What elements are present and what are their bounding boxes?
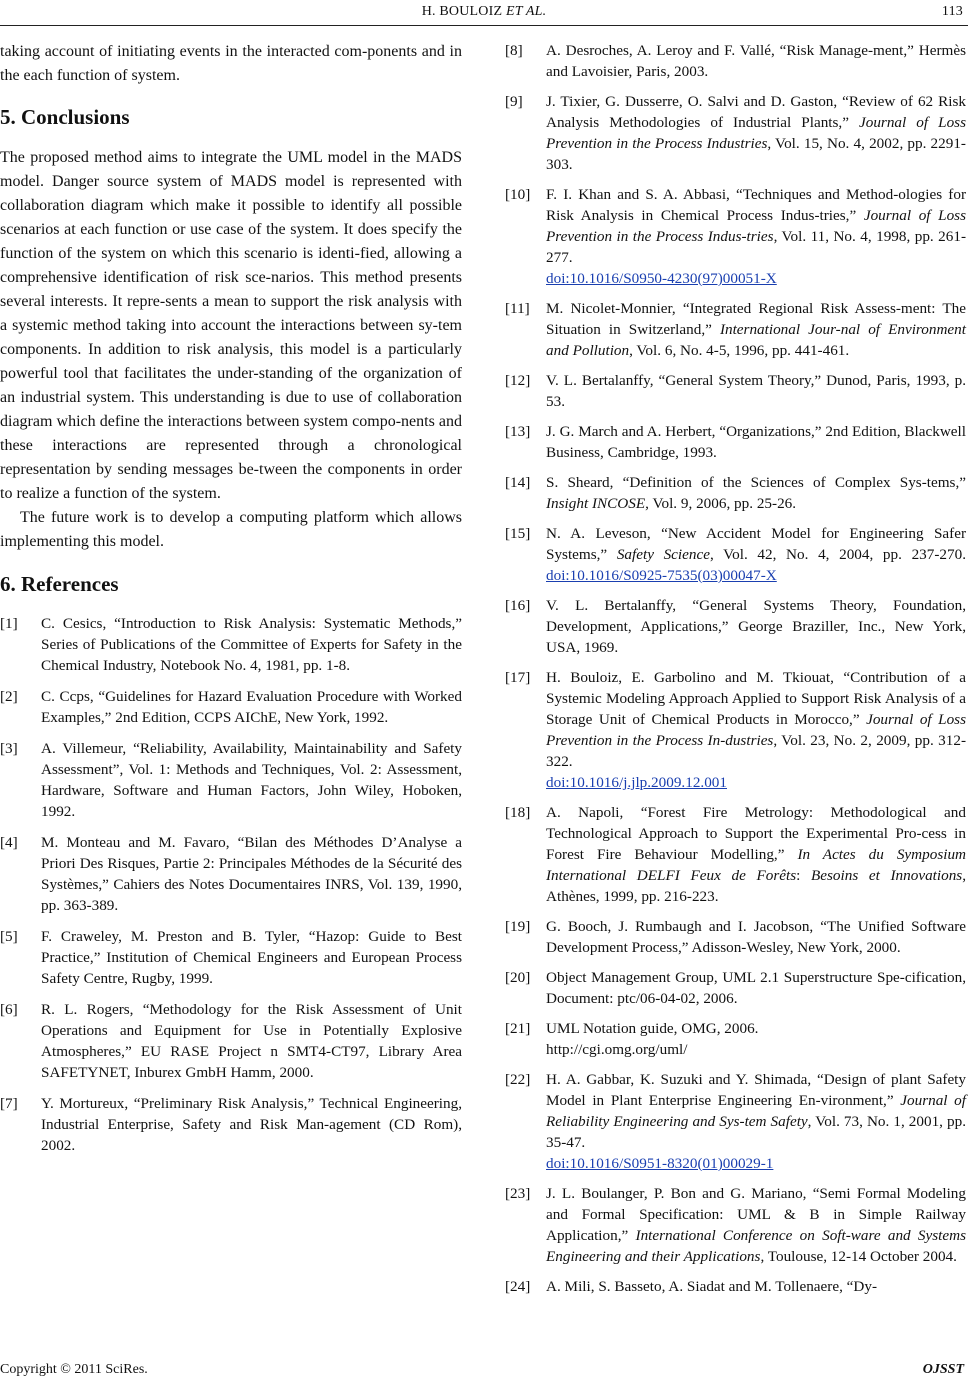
reference-journal: Journal of Reliability Engineering and Sys-tem Safety [546,1092,966,1130]
reference-item [505,1276,966,1297]
reference-details: , Vol. 11, No. 4, 1998, pp. 261-277. [546,228,967,266]
reference-details: , Vol. 42, No. 4, 2004, pp. 237-270. [709,546,966,563]
reference-number: [8] [505,42,523,59]
reference-text: M. Nicolet-Monnier, “Integrated Regional Risk Assess-ment: The Situation in Switzerland,” [546,300,966,338]
reference-text: C. Ccps, “Guidelines for Hazard Evaluation Procedure with Worked Examples,” 2nd Edition, CCPS AIChE, New York, 1992. [41,688,462,726]
running-header [0,0,968,24]
reference-item [505,472,966,514]
reference-details: , Vol. 9, 2006, pp. 25-26. [645,495,797,512]
reference-details: , Athènes, 1999, pp. 216-223. [546,867,966,905]
conclusions-paragraph-2: The future work is to develop a computing platform which allows implementing this model. [0,509,462,550]
reference-text: V. L. Bertalanffy, “General System Theory,” Dunod, Paris, 1993, p. 53. [546,372,966,410]
running-title [0,4,968,20]
reference-text: J. Tixier, G. Dusserre, O. Salvi and D. Gaston, “Review of 62 Risk Analysis Methodologies of Industrial Plants,” [546,93,966,131]
reference-item [0,999,462,1083]
reference-journal: Insight INCOSE [546,495,646,512]
doi-link[interactable]: doi:10.1016/S0950-4230(97)00051-X [546,270,777,287]
reference-number: [21] [505,1020,531,1037]
reference-text: A. Desroches, A. Leroy and F. Vallé, “Risk Manage-ment,” Hermès and Lavoisier, Paris, 2003. [546,42,966,80]
reference-journal-subtitle: Besoins et Innovations [810,867,963,884]
reference-text: N. A. Leveson, “New Accident Model for Engineering Safer Systems,” [546,525,966,563]
reference-item [0,738,462,822]
reference-text: J. L. Boulanger, P. Bon and G. Mariano, “Semi Formal Modeling and Formal Specification: UML & B in Simple Railway Application,” [546,1185,966,1244]
reference-number: [23] [505,1185,531,1202]
reference-text: A. Napoli, “Forest Fire Metrology: Methodological and Technological Approach to Support the Experimental Pro-cess in Forest Fire Behaviour Modelling,” [546,804,966,863]
reference-list-left [0,613,462,1156]
reference-journal: International Jour-nal of Environment and Pollution [546,321,966,359]
reference-item [505,916,966,958]
reference-item [0,686,462,728]
reference-number: [6] [0,1001,18,1018]
reference-text: J. G. March and A. Herbert, “Organizations,” 2nd Edition, Blackwell Business, Cambridge, 1993. [546,423,966,461]
reference-text: S. Sheard, “Definition of the Sciences of Complex Sys-tems,” [546,474,966,491]
reference-item [505,184,966,289]
reference-details: , Vol. 23, No. 2, 2009, pp. 312-322. [546,732,967,770]
intro-paragraph: taking account of initiating events in the interacted com-ponents and in the each function of system. [0,43,462,84]
reference-text: G. Booch, J. Rumbaugh and I. Jacobson, “The Unified Software Development Process,” Adisson-Wesley, New York, 2000. [546,918,966,956]
reference-number: [22] [505,1071,531,1088]
reference-number: [13] [505,423,531,440]
reference-text: H. Bouloiz, E. Garbolino and M. Tkiouat, “Contribution of a Systemic Modeling Approach Applied to Support Risk Analysis of a Storage Unit of Chemical Products in Morocco,” [546,669,966,728]
reference-details: , Vol. 15, No. 4, 2002, pp. 2291-303. [546,135,966,173]
doi-link[interactable]: doi:10.1016/S0951-8320(01)00029-1 [546,1155,774,1172]
reference-item [505,1018,966,1060]
reference-journal: Journal of Loss Prevention in the Process In-dustries [546,711,966,749]
reference-item [0,1093,462,1156]
reference-number: [12] [505,372,531,389]
reference-number: [1] [0,615,18,632]
left-column [0,40,462,1156]
reference-text: Object Management Group, UML 2.1 Superstructure Spe-cification, Document: ptc/06-04-02, 2006. [546,969,966,1007]
reference-item [0,832,462,916]
reference-item [505,595,966,658]
reference-item [0,613,462,676]
reference-list-right [505,40,966,1297]
reference-text: UML Notation guide, OMG, 2006. [546,1020,759,1037]
reference-number: [20] [505,969,531,986]
reference-item [505,370,966,412]
reference-text: R. L. Rogers, “Methodology for the Risk Assessment of Unit Operations and Equipment for Use in Potentially Explosive Atmospheres,” EU RASE Project n SMT4-CT97, Library Area SAFETYNET, Inburex GmbH Hamm, 2000. [41,1001,462,1081]
reference-text: A. Mili, S. Basseto, A. Siadat and M. Tollenaere, “Dy- [546,1278,878,1295]
reference-number: [17] [505,669,531,686]
reference-number: [2] [0,688,18,705]
reference-number: [3] [0,740,18,757]
reference-number: [24] [505,1278,531,1295]
right-column [505,40,966,1297]
reference-item [505,523,966,586]
reference-details: , Toulouse, 12-14 October 2004. [760,1248,957,1265]
reference-journal: Journal of Loss Prevention in the Process Industries [546,114,966,152]
header-rule [0,25,968,26]
reference-text: H. A. Gabbar, K. Suzuki and Y. Shimada, “Design of plant Safety Model in Plant Enterprise Engineering En-vironment,” [546,1071,966,1109]
reference-text: F. Craweley, M. Preston and B. Tyler, “Hazop: Guide to Best Practice,” Institution of Chemical Engineers and European Process Safety Centre, Rugby, 1999. [41,928,462,987]
reference-text: A. Villemeur, “Reliability, Availability, Maintainability and Safety Assessment”, Vol. 1: Methods and Techniques, Vol. 2: Assessment, Hardware, Software and Human Factors, John Wiley, Hoboken, 1992. [41,740,462,820]
journal-abbreviation: OJSST [922,1362,964,1377]
reference-item [505,667,966,793]
reference-journal: Journal of Loss Prevention in the Process Indus-tries [546,207,966,245]
reference-details: , Vol. 73, No. 1, 2001, pp. 35-47. [546,1113,967,1151]
reference-text: M. Monteau and M. Favaro, “Bilan des Méthodes D’Analyse a Priori Des Risques, Partie 2: Principales Méthodes de la Sécurité des Systèmes,” Cahiers des Notes Documentaires INRS, Vol. 139, 1990, pp. 363-389. [41,834,462,914]
reference-item [505,802,966,907]
reference-number: [18] [505,804,531,821]
reference-number: [4] [0,834,18,851]
reference-item [505,967,966,1009]
page-number: 113 [941,4,963,19]
reference-journal: International Conference on Soft-ware and Systems Engineering and their Applications [546,1227,966,1265]
reference-item [505,91,966,175]
conclusions-paragraph-1: The proposed method aims to integrate the UML model in the MADS model. Danger source system of MADS model is represented with collaboration diagram which make it possible to identify all possible scenarios at each function or use case of the system. It does specify the function of the system on which this scenario is identi-fied, allowing a comprehensive identification of risk sce-narios. This method presents several interests. It repre-sents a mean to support the risk analysis with a systemic method taking into account the interactions between sy-tem components. In addition to risk analysis, this model is a particularly powerful tool that facilitates the under-standing of the organization of an industrial system. This understanding is due to use of collaboration diagram which define the interactions between system compo-nents and these interactions are represented through a chronological representation by sending messages be-tween the components in order to realize a function of the system. [0,149,462,502]
reference-number: [10] [505,186,531,203]
reference-item [505,1069,966,1174]
reference-number: [15] [505,525,531,542]
reference-separator: : [796,867,811,884]
reference-details: , Vol. 6, No. 4-5, 1996, pp. 441-461. [629,342,850,359]
copyright-notice: Copyright © 2011 SciRes. [0,1362,148,1377]
reference-number: [16] [505,597,531,614]
reference-number: [7] [0,1095,18,1112]
reference-item [505,421,966,463]
header-author: H. BOULOIZ [421,4,503,19]
reference-item [505,40,966,82]
reference-number: [14] [505,474,531,491]
reference-number: [9] [505,93,523,110]
references-heading: 6. References [0,572,119,596]
reference-text: C. Cesics, “Introduction to Risk Analysis: Systematic Methods,” Series of Publications of the Committee of Experts for Safety in the Chemical Industry, Notebook No. 4, 1981, pp. 1-8. [41,615,462,674]
reference-number: [5] [0,928,18,945]
reference-journal: Safety Science [616,546,710,563]
reference-text: V. L. Bertalanffy, “General Systems Theory, Foundation, Development, Applications,” George Braziller, Inc., New York, USA, 1969. [546,597,966,656]
reference-journal: In Actes du Symposium International DELFI Feux de Forêts [546,846,967,884]
doi-link[interactable]: doi:10.1016/S0925-7535(03)00047-X [546,567,777,584]
reference-item [505,298,966,361]
reference-item [0,926,462,989]
reference-number: [11] [505,300,530,317]
reference-item [505,1183,966,1267]
reference-text: F. I. Khan and S. A. Abbasi, “Techniques and Method-ologies for Risk Analysis in Chemical Process Indus-tries,” [546,186,966,224]
conclusions-heading: 5. Conclusions [0,105,130,129]
header-etal: ET AL. [505,4,547,19]
reference-url[interactable]: http://cgi.omg.org/uml/ [546,1041,688,1058]
doi-link[interactable]: doi:10.1016/j.jlp.2009.12.001 [546,774,727,791]
reference-number: [19] [505,918,531,935]
reference-text: Y. Mortureux, “Preliminary Risk Analysis,” Technical Engineering, Industrial Enterprise, Safety and Risk Man-agement (CD Rom), 2002. [41,1095,462,1154]
